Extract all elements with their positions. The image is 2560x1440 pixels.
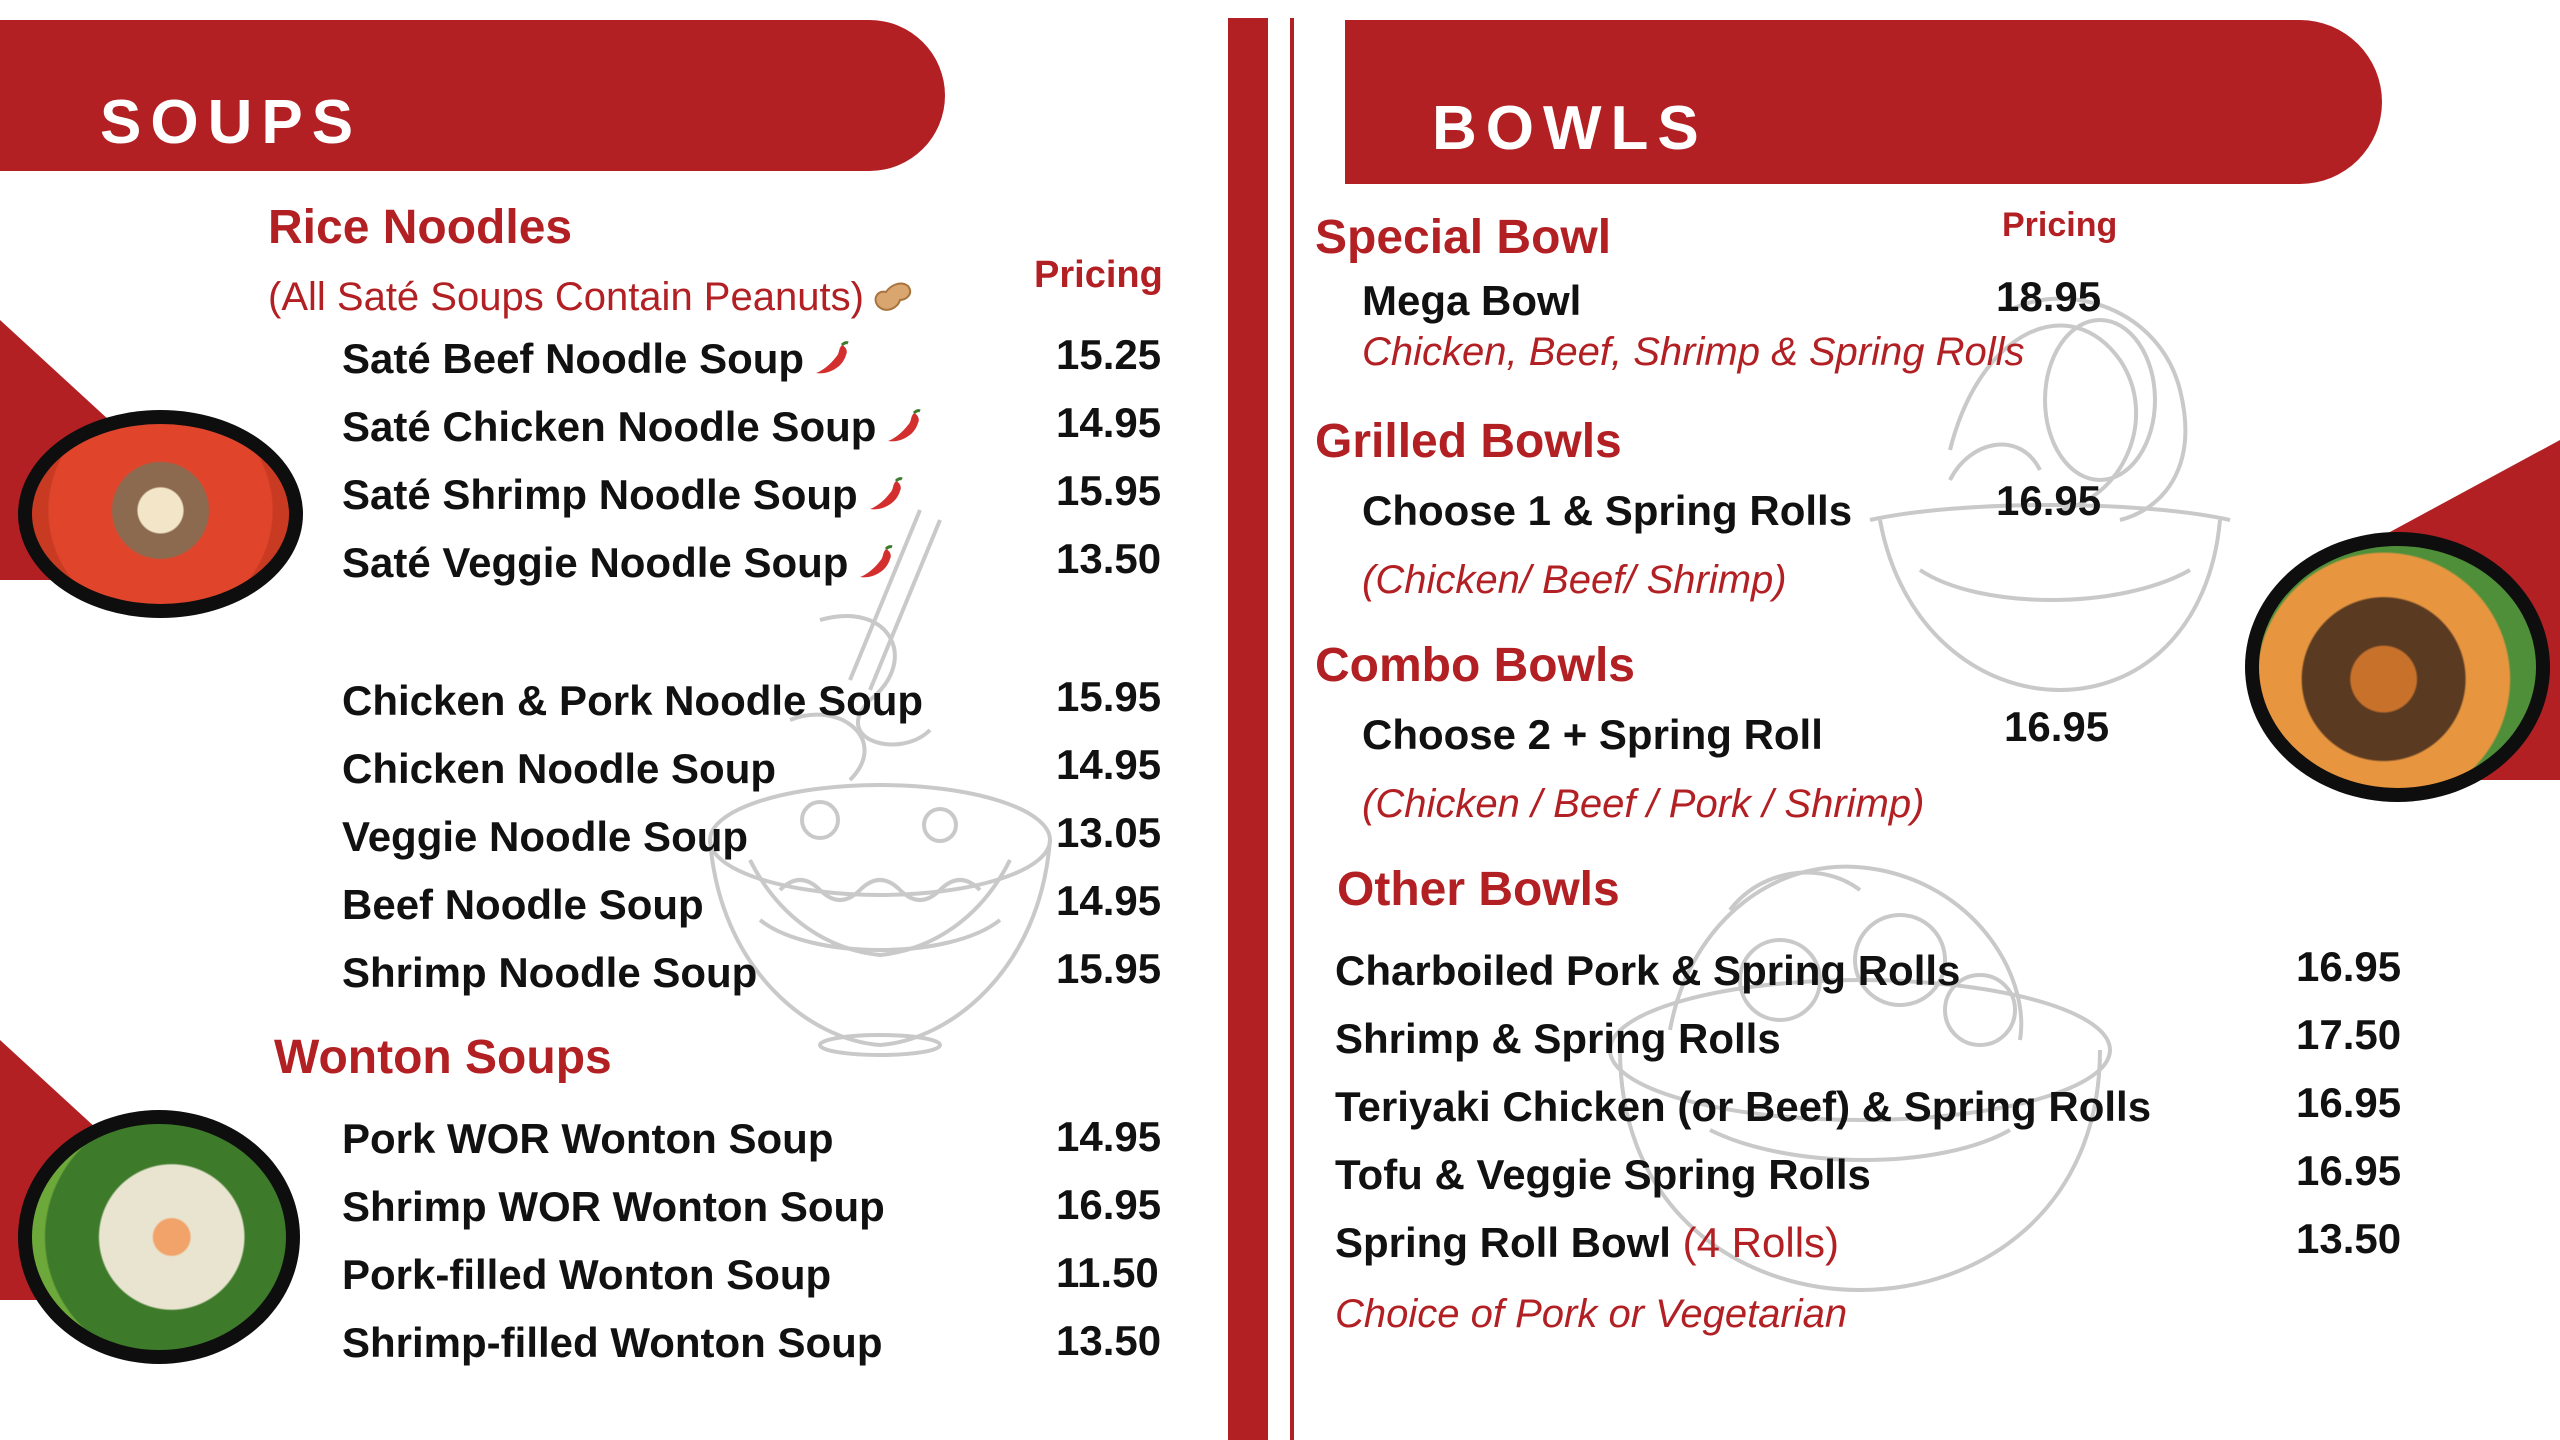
item-options: (Chicken / Beef / Pork / Shrimp) xyxy=(1362,782,1925,826)
soups-title: SOUPS xyxy=(100,88,363,157)
menu-price: 16.95 xyxy=(2296,1079,2402,1126)
menu-price: 15.95 xyxy=(1056,945,1162,992)
menu-item: Teriyaki Chicken (or Beef) & Spring Rolls xyxy=(1335,1083,2152,1130)
menu-price: 13.50 xyxy=(1056,535,1162,582)
combo-bowls-heading: Combo Bowls xyxy=(1315,639,1635,692)
menu-price: 14.95 xyxy=(1056,877,1162,924)
menu-item: Veggie Noodle Soup xyxy=(342,813,749,860)
other-bowls-heading: Other Bowls xyxy=(1337,863,1620,916)
special-bowl-heading: Special Bowl xyxy=(1315,211,1612,264)
chili-icon xyxy=(866,475,906,515)
menu-item: Saté Shrimp Noodle Soup xyxy=(342,474,906,516)
menu-item: Saté Beef Noodle Soup xyxy=(342,338,852,380)
menu-price: 14.95 xyxy=(1056,1113,1162,1160)
menu-item: Shrimp-filled Wonton Soup xyxy=(342,1319,883,1366)
menu-price: 15.95 xyxy=(1056,673,1162,720)
menu-item: Saté Chicken Noodle Soup xyxy=(342,406,924,448)
menu-price: 11.50 xyxy=(1056,1249,1159,1296)
soups-banner xyxy=(0,20,945,171)
peanut-note xyxy=(268,276,914,317)
menu-price: 18.95 xyxy=(1996,273,2102,320)
menu-item: Saté Veggie Noodle Soup xyxy=(342,542,896,584)
peanut-note-text: (All Saté Soups Contain Peanuts) xyxy=(268,275,864,319)
sate-soup-photo xyxy=(18,410,303,618)
menu-price: 13.05 xyxy=(1056,809,1162,856)
menu-item: Shrimp Noodle Soup xyxy=(342,949,758,996)
menu-price: 16.95 xyxy=(2004,703,2110,750)
grilled-bowls-heading: Grilled Bowls xyxy=(1315,415,1622,468)
menu-item: Tofu & Veggie Spring Rolls xyxy=(1335,1151,1871,1198)
menu-price: 14.95 xyxy=(1056,399,1162,446)
bowls-title: BOWLS xyxy=(1432,94,1708,163)
bowls-banner xyxy=(1345,20,2382,184)
rice-noodles-heading: Rice Noodles xyxy=(268,201,573,254)
wonton-soups-heading: Wonton Soups xyxy=(274,1031,612,1084)
menu-item: Shrimp & Spring Rolls xyxy=(1335,1015,1781,1062)
menu-price: 15.95 xyxy=(1056,467,1162,514)
chili-icon xyxy=(812,339,852,379)
item-options: (Chicken/ Beef/ Shrimp) xyxy=(1362,558,1787,602)
column-divider xyxy=(1228,18,1268,1440)
menu-item: Shrimp WOR Wonton Soup xyxy=(342,1183,885,1230)
bowls-pricing-label: Pricing xyxy=(2002,206,2118,244)
menu-item: Charboiled Pork & Spring Rolls xyxy=(1335,947,1961,994)
menu-price: 15.25 xyxy=(1056,331,1162,378)
menu-price: 16.95 xyxy=(1996,477,2102,524)
menu-item: Chicken Noodle Soup xyxy=(342,745,777,792)
menu-price: 13.50 xyxy=(1056,1317,1162,1364)
menu-item: Choose 1 & Spring Rolls xyxy=(1362,487,1853,534)
menu-item: Beef Noodle Soup xyxy=(342,881,704,928)
menu-price: 14.95 xyxy=(1056,741,1162,788)
item-description: Chicken, Beef, Shrimp & Spring Rolls xyxy=(1362,330,2025,374)
item-note: Choice of Pork or Vegetarian xyxy=(1335,1292,1848,1336)
chili-icon xyxy=(856,543,896,583)
wonton-soup-photo xyxy=(18,1110,300,1364)
menu-item: Pork-filled Wonton Soup xyxy=(342,1251,832,1298)
menu-price: 16.95 xyxy=(2296,1147,2402,1194)
chili-icon xyxy=(884,407,924,447)
grilled-bowl-photo xyxy=(2245,532,2550,802)
column-divider-thin xyxy=(1290,18,1294,1440)
menu-item: Pork WOR Wonton Soup xyxy=(342,1115,834,1162)
menu-item: Mega Bowl xyxy=(1362,277,1582,324)
menu-item: Spring Roll Bowl (4 Rolls) xyxy=(1335,1219,1840,1266)
menu-item: Chicken & Pork Noodle Soup xyxy=(342,677,924,724)
menu-price: 13.50 xyxy=(2296,1215,2402,1262)
menu-price: 16.95 xyxy=(1056,1181,1162,1228)
item-suffix: (4 Rolls) xyxy=(1682,1219,1840,1266)
menu-price: 17.50 xyxy=(2296,1011,2402,1058)
menu-item: Choose 2 + Spring Roll xyxy=(1362,711,1823,758)
menu-price: 16.95 xyxy=(2296,943,2402,990)
peanut-icon xyxy=(870,276,914,316)
soups-pricing-label: Pricing xyxy=(1034,254,1163,296)
